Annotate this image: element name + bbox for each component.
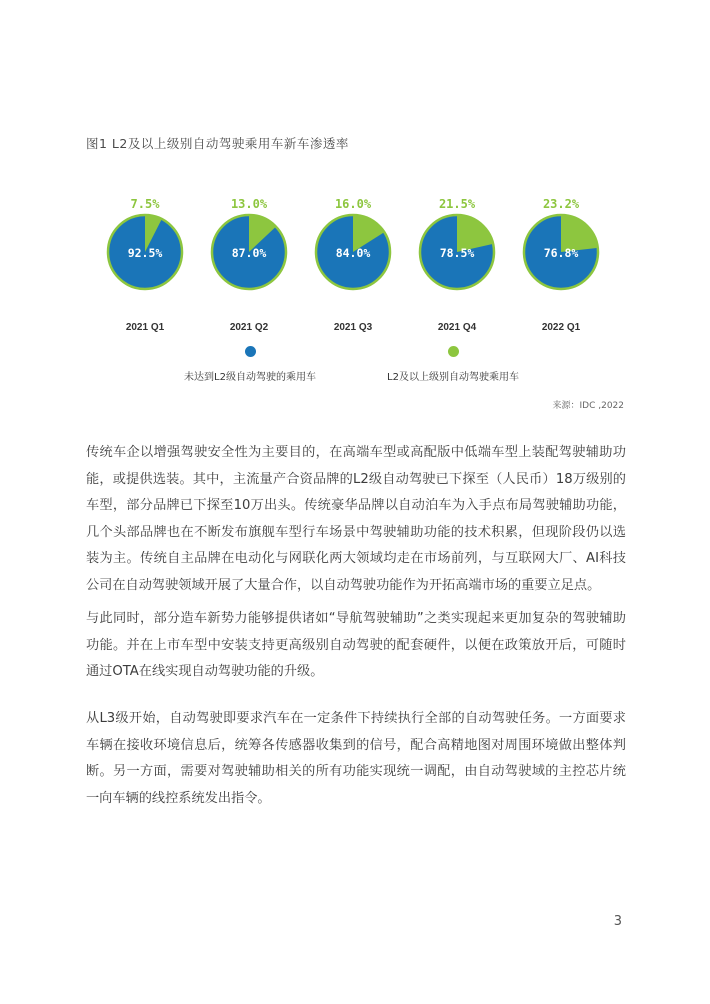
pie-svg: [105, 212, 185, 292]
legend-item-below-l2: [140, 346, 360, 384]
pie-center-value-label: 84.0%: [335, 246, 371, 260]
legend-label: 未达到L2级自动驾驶的乘用车: [184, 372, 316, 383]
pie-svg: [521, 212, 601, 292]
pie-2021-q3: [301, 196, 405, 333]
pie-2021-q2: [197, 196, 301, 333]
pie-quarter-label: 2022 Q1: [541, 322, 581, 333]
pie-center-value-label: 78.5%: [439, 246, 475, 260]
pie-2021-q4: [405, 196, 509, 333]
pie-l2plus-label: 21.5%: [438, 197, 476, 211]
pie-quarter-label: 2021 Q1: [125, 322, 165, 333]
legend-swatch-blue: [245, 346, 256, 357]
pie-l2plus-label: 16.0%: [334, 197, 372, 211]
legend-item-l2-plus: [343, 346, 563, 384]
pie-quarter-label: 2021 Q4: [437, 322, 477, 333]
pie-svg: [209, 212, 289, 292]
pie-l2plus-label: 7.5%: [130, 197, 160, 211]
pie-2021-q1: [93, 196, 197, 333]
body-paragraph-3: 从L3级开始，自动驾驶即要求汽车在一定条件下持续执行全部的自动驾驶任务。一方面要求车辆在接收环境信息后，统筹各传感器收集到的信号，配合高精地图对周围环境做出整体判断。另一方面，需要对驾驶辅助相关的所有功能实现统一调配，由自动驾驶域的主控芯片统一向车辆的线控系统发出指令。: [86, 711, 626, 806]
pie-l2plus-label: 23.2%: [542, 197, 580, 211]
pie-svg: [417, 212, 497, 292]
pie-quarter-label: 2021 Q3: [333, 322, 373, 333]
pie-center-value-label: 92.5%: [127, 246, 163, 260]
pie-chart-row: [0, 196, 710, 346]
pie-svg: [313, 212, 393, 292]
body-paragraph-2: 与此同时，部分造车新势力能够提供诸如“导航驾驶辅助”之类实现起来更加复杂的驾驶辅助功能。并在上市车型中安装支持更高级别自动驾驶的配套硬件，以便在政策放开后，可随时通过OTA在线实现自动驾驶功能的升级。: [86, 611, 626, 679]
legend-swatch-green: [448, 346, 459, 357]
pie-center-value-label: 87.0%: [231, 246, 267, 260]
page-number: 3: [613, 914, 622, 929]
body-paragraph-1: 传统车企以增强驾驶安全性为主要目的，在高端车型或高配版中低端车型上装配驾驶辅助功能，或提供选装。其中，主流量产合资品牌的L2级自动驾驶已下探至（人民币）18万级别的车型，部分品牌已下探至10万出头。传统豪华品牌以自动泊车为入手点布局驾驶辅助功能，几个头部品牌也在不断发布旗舰车型行车场景中驾驶辅助功能的技术积累，但现阶段仍以选装为主。传统自主品牌在电动化与网联化两大领域均走在市场前列，与互联网大厂、AI科技公司在自动驾驶领域开展了大量合作，以自动驾驶功能作为开拓高端市场的重要立足点。: [86, 445, 626, 593]
pie-2022-q1: [509, 196, 613, 333]
chart-legend: [0, 346, 710, 386]
pie-quarter-label: 2021 Q2: [229, 322, 269, 333]
legend-label: L2及以上级别自动驾驶乘用车: [387, 372, 519, 383]
figure-source: 来源：IDC ,2022: [552, 401, 624, 411]
figure-title: 图1 L2及以上级别自动驾驶乘用车新车渗透率: [86, 136, 349, 151]
pie-l2plus-label: 13.0%: [230, 197, 268, 211]
pie-center-value-label: 76.8%: [543, 246, 579, 260]
